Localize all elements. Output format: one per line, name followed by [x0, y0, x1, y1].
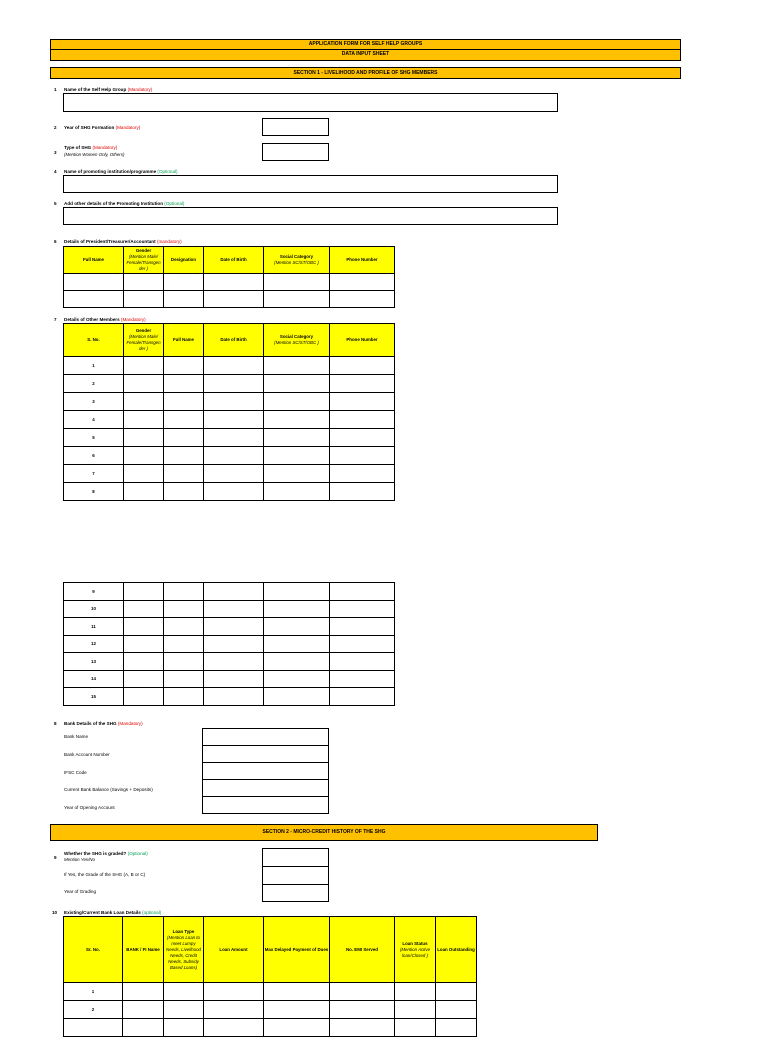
table-cell[interactable]: [124, 375, 164, 393]
ifsc-field[interactable]: [202, 762, 329, 780]
table-row: [64, 983, 477, 1001]
table-cell[interactable]: [204, 357, 264, 375]
header-sno: S. No.: [64, 324, 124, 357]
q8-tag: (Mandatory): [117, 721, 143, 726]
q5-tag: (Optional): [164, 201, 185, 206]
q3-label: Type of SHG (Mandatory): [64, 145, 118, 150]
table-cell[interactable]: [164, 688, 204, 706]
table-cell[interactable]: [204, 375, 264, 393]
table-cell[interactable]: [164, 291, 204, 308]
q1-number: 1: [54, 87, 57, 92]
q9-tag: (Optional): [127, 851, 148, 856]
table-cell[interactable]: [264, 618, 330, 636]
table-cell[interactable]: [204, 583, 264, 601]
table-cell[interactable]: [264, 1019, 330, 1037]
q10-label: Existing/Current Bank Loan Details (optional): [64, 910, 162, 915]
table-cell[interactable]: [204, 653, 264, 671]
table-cell[interactable]: [124, 465, 164, 483]
table-cell[interactable]: [436, 983, 477, 1001]
table-cell[interactable]: [164, 375, 204, 393]
table-cell[interactable]: [264, 465, 330, 483]
row-number: 8: [64, 483, 124, 501]
table-cell[interactable]: [164, 447, 204, 465]
grading-year-label: Year of Grading: [64, 889, 97, 894]
table-cell[interactable]: [330, 483, 395, 501]
section2-title: SECTION 2 - MICRO-CREDIT HISTORY OF THE SHG: [262, 829, 386, 835]
header-emi-served: No. EMI Served: [330, 917, 395, 983]
table-row: [64, 274, 395, 291]
shg-name-field[interactable]: [63, 93, 558, 112]
table-cell[interactable]: [64, 291, 124, 308]
table-cell[interactable]: [204, 1001, 264, 1019]
header-gender: Gender (Mention Male/ Female/Transgen der ): [124, 324, 164, 357]
table-cell[interactable]: [330, 393, 395, 411]
table-cell[interactable]: [164, 429, 204, 447]
table-cell[interactable]: [204, 411, 264, 429]
q2-number: 2: [54, 125, 57, 130]
table-cell[interactable]: [395, 983, 436, 1001]
table-cell[interactable]: [124, 393, 164, 411]
q10-number: 10: [52, 910, 58, 915]
form-subtitle-bar: [50, 50, 681, 61]
form-subtitle: DATA INPUT SHEET: [341, 51, 390, 57]
table-cell[interactable]: [264, 393, 330, 411]
q7-label: Details of Other Members (Mandatory): [64, 317, 146, 322]
grade-label: If Yes, the Grade of the SHG (A, B or C): [64, 872, 146, 877]
table-cell[interactable]: [264, 635, 330, 653]
table-cell[interactable]: [204, 429, 264, 447]
header-social-category: Social Category (Mention SC/ST/OBC ): [264, 247, 330, 274]
header-full-name: Full Name: [164, 324, 204, 357]
q10-tag: (optional): [142, 910, 162, 915]
table-cell[interactable]: [330, 583, 395, 601]
table-row: [64, 1001, 477, 1019]
header-loan-amount: Loan Amount: [204, 917, 264, 983]
row-number: 11: [64, 618, 124, 636]
row-number: [64, 1019, 123, 1037]
table-cell[interactable]: [330, 688, 395, 706]
table-cell[interactable]: [124, 411, 164, 429]
table-row: [64, 411, 395, 429]
table-cell[interactable]: [264, 483, 330, 501]
table-row: [64, 600, 395, 618]
q9-label: Whether the SHG is graded? (Optional): [64, 851, 148, 856]
table-cell[interactable]: [124, 291, 164, 308]
table-cell[interactable]: [124, 653, 164, 671]
table-cell[interactable]: [124, 670, 164, 688]
q8-label: Bank Details of the SHG (Mandatory): [64, 721, 143, 726]
table-row: [64, 393, 395, 411]
table-row: [64, 291, 395, 308]
table-row: [64, 429, 395, 447]
q8-number: 8: [54, 721, 57, 726]
table-cell[interactable]: [204, 618, 264, 636]
table-cell[interactable]: [204, 688, 264, 706]
table-cell[interactable]: [330, 429, 395, 447]
row-number: 4: [64, 411, 124, 429]
table-cell[interactable]: [123, 983, 164, 1001]
graded-field[interactable]: [262, 848, 329, 867]
table-cell[interactable]: [124, 429, 164, 447]
table-row: [64, 583, 395, 601]
table-cell[interactable]: [264, 411, 330, 429]
row-number: 6: [64, 447, 124, 465]
table-cell[interactable]: [164, 653, 204, 671]
table-cell[interactable]: [330, 653, 395, 671]
members-table: [63, 323, 395, 501]
table-cell[interactable]: [204, 291, 264, 308]
table-cell[interactable]: [204, 670, 264, 688]
row-number: 13: [64, 653, 124, 671]
table-cell[interactable]: [330, 357, 395, 375]
table-cell[interactable]: [264, 429, 330, 447]
table-cell[interactable]: [264, 670, 330, 688]
header-gender: Gender (Mention Male/ Female/Transgen der ): [124, 247, 164, 274]
row-number: 2: [64, 1001, 123, 1019]
table-cell[interactable]: [123, 1019, 164, 1037]
table-row: [64, 375, 395, 393]
bank-account-label: Bank Account Number: [64, 752, 110, 757]
table-cell[interactable]: [264, 653, 330, 671]
table-cell[interactable]: [264, 983, 330, 1001]
bank-name-label: Bank Name: [64, 734, 89, 739]
formation-year-field[interactable]: [262, 118, 329, 136]
table-cell[interactable]: [330, 447, 395, 465]
header-loan-type: Loan Type (Mention Loan to meet Lumpy Needs, Livelihood Needs, Credit Needs, Subsidy Based Loans): [164, 917, 204, 983]
table-row: [64, 465, 395, 483]
q4-label: Name of promoting institution/programme (Optional): [64, 169, 178, 174]
table-cell[interactable]: [124, 688, 164, 706]
q4-tag: (Optional): [157, 169, 178, 174]
header-dob: Date of Birth: [204, 247, 264, 274]
table-row: [64, 670, 395, 688]
table-cell[interactable]: [264, 357, 330, 375]
table-cell[interactable]: [164, 274, 204, 291]
header-bank-name: BANK / FI Name: [123, 917, 164, 983]
table-cell[interactable]: [124, 447, 164, 465]
bank-account-field[interactable]: [202, 745, 329, 763]
table-row: [64, 653, 395, 671]
table-cell[interactable]: [330, 1019, 395, 1037]
table-cell[interactable]: [330, 618, 395, 636]
table-cell[interactable]: [123, 1001, 164, 1019]
row-number: 1: [64, 357, 124, 375]
table-row: [64, 447, 395, 465]
table-cell[interactable]: [264, 1001, 330, 1019]
table-cell[interactable]: [164, 583, 204, 601]
q6-number: 6: [54, 239, 57, 244]
table-cell[interactable]: [264, 447, 330, 465]
row-number: 1: [64, 983, 123, 1001]
q5-label: Add other details of the Promoting Institution (Optional): [64, 201, 185, 206]
account-year-label: Year of Opening Account: [64, 805, 115, 810]
table-cell[interactable]: [124, 483, 164, 501]
q3-hint: (Mention Women Only, Others): [64, 152, 125, 157]
members-table-continued: [63, 582, 395, 706]
header-designation: Designation: [164, 247, 204, 274]
table-cell[interactable]: [124, 635, 164, 653]
table-cell[interactable]: [436, 1001, 477, 1019]
table-cell[interactable]: [204, 635, 264, 653]
table-cell[interactable]: [204, 600, 264, 618]
table-cell[interactable]: [164, 465, 204, 483]
table-cell[interactable]: [124, 618, 164, 636]
bank-balance-field[interactable]: [202, 779, 329, 797]
table-cell[interactable]: [264, 688, 330, 706]
table-row: [64, 635, 395, 653]
table-cell[interactable]: [164, 600, 204, 618]
account-year-field[interactable]: [202, 796, 329, 814]
row-number: 15: [64, 688, 124, 706]
table-cell[interactable]: [164, 411, 204, 429]
table-cell[interactable]: [330, 274, 395, 291]
q3-number: 3: [54, 150, 57, 155]
q7-number: 7: [54, 317, 57, 322]
table-row: [64, 688, 395, 706]
table-cell[interactable]: [264, 274, 330, 291]
grading-year-field[interactable]: [262, 884, 329, 902]
bank-name-field[interactable]: [202, 728, 329, 746]
table-cell[interactable]: [124, 274, 164, 291]
table-row: [64, 357, 395, 375]
table-cell[interactable]: [264, 375, 330, 393]
shg-type-field[interactable]: [262, 143, 329, 161]
table-cell[interactable]: [264, 583, 330, 601]
section1-title: SECTION 1 - LIVELIHOOD AND PROFILE OF SHG MEMBERS: [293, 70, 438, 76]
table-row: [64, 483, 395, 501]
header-social-category: Social Category (Mention SC/ST/OBC ): [264, 324, 330, 357]
row-number: 10: [64, 600, 124, 618]
table-cell[interactable]: [204, 983, 264, 1001]
header-dob: Date of Birth: [204, 324, 264, 357]
section1-bar: [50, 67, 681, 79]
q9-hint: Mention Yes/No: [64, 857, 95, 862]
table-row: [64, 1019, 477, 1037]
q7-tag: (Mandatory): [120, 317, 146, 322]
table-cell[interactable]: [330, 291, 395, 308]
table-cell[interactable]: [164, 483, 204, 501]
table-cell[interactable]: [164, 618, 204, 636]
table-cell[interactable]: [164, 983, 204, 1001]
q2-tag: (Mandatory): [115, 125, 141, 130]
row-number: 5: [64, 429, 124, 447]
table-cell[interactable]: [395, 1019, 436, 1037]
bank-balance-label: Current Bank Balance (Savings + Deposits): [64, 787, 153, 792]
q6-tag: (mandatory): [156, 239, 182, 244]
table-cell[interactable]: [330, 670, 395, 688]
header-max-delay: Max Delayed Payment of Dues: [264, 917, 330, 983]
promoting-institution-details-field[interactable]: [63, 207, 558, 225]
ifsc-label: IFSC Code: [64, 770, 87, 775]
q9-number: 9: [54, 855, 57, 860]
q5-number: 5: [54, 201, 57, 206]
table-cell[interactable]: [124, 583, 164, 601]
table-cell[interactable]: [204, 465, 264, 483]
table-cell[interactable]: [204, 447, 264, 465]
row-number: 12: [64, 635, 124, 653]
row-number: 14: [64, 670, 124, 688]
table-cell[interactable]: [164, 635, 204, 653]
row-number: 7: [64, 465, 124, 483]
q3-tag: (Mandatory): [92, 145, 118, 150]
header-full-name: Full Name: [64, 247, 124, 274]
header-loan-outstanding: Loan Outstanding: [436, 917, 477, 983]
promoting-institution-field[interactable]: [63, 175, 558, 193]
q1-tag: (Mandatory): [127, 87, 153, 92]
q6-label: Details of President/Treasurer/Accountant (mandatory): [64, 239, 182, 244]
table-cell[interactable]: [164, 1001, 204, 1019]
table-cell[interactable]: [330, 1001, 395, 1019]
table-cell[interactable]: [204, 483, 264, 501]
header-sno: Sr. No.: [64, 917, 123, 983]
row-number: 3: [64, 393, 124, 411]
table-cell[interactable]: [264, 600, 330, 618]
table-cell[interactable]: [164, 393, 204, 411]
header-loan-status: Loan Status (Mention Active loan/Closed ): [395, 917, 436, 983]
table-cell[interactable]: [330, 465, 395, 483]
q4-number: 4: [54, 169, 57, 174]
table-cell[interactable]: [330, 635, 395, 653]
table-cell[interactable]: [330, 600, 395, 618]
table-cell[interactable]: [204, 393, 264, 411]
section2-bar: [50, 824, 598, 841]
office-bearers-table: [63, 246, 395, 308]
table-cell[interactable]: [164, 357, 204, 375]
table-cell[interactable]: [436, 1019, 477, 1037]
table-cell[interactable]: [204, 274, 264, 291]
table-cell[interactable]: [330, 983, 395, 1001]
table-cell[interactable]: [204, 1019, 264, 1037]
table-cell[interactable]: [264, 291, 330, 308]
table-cell[interactable]: [164, 1019, 204, 1037]
header-phone: Phone Number: [330, 247, 395, 274]
row-number: 9: [64, 583, 124, 601]
form-title-bar: [50, 39, 681, 50]
table-cell[interactable]: [395, 1001, 436, 1019]
table-row: [64, 618, 395, 636]
table-cell[interactable]: [124, 600, 164, 618]
table-cell[interactable]: [330, 375, 395, 393]
table-cell[interactable]: [164, 670, 204, 688]
grade-field[interactable]: [262, 866, 329, 885]
q1-label: Name of the Self Help Group (Mandatory): [64, 87, 153, 92]
table-cell[interactable]: [64, 274, 124, 291]
loan-details-table: [63, 916, 477, 1037]
header-phone: Phone Number: [330, 324, 395, 357]
row-number: 2: [64, 375, 124, 393]
table-cell[interactable]: [124, 357, 164, 375]
q2-label: Year of SHG Formation (Mandatory): [64, 125, 141, 130]
form-title: APPLICATION FORM FOR SELF HELP GROUPS: [308, 41, 423, 47]
table-cell[interactable]: [330, 411, 395, 429]
